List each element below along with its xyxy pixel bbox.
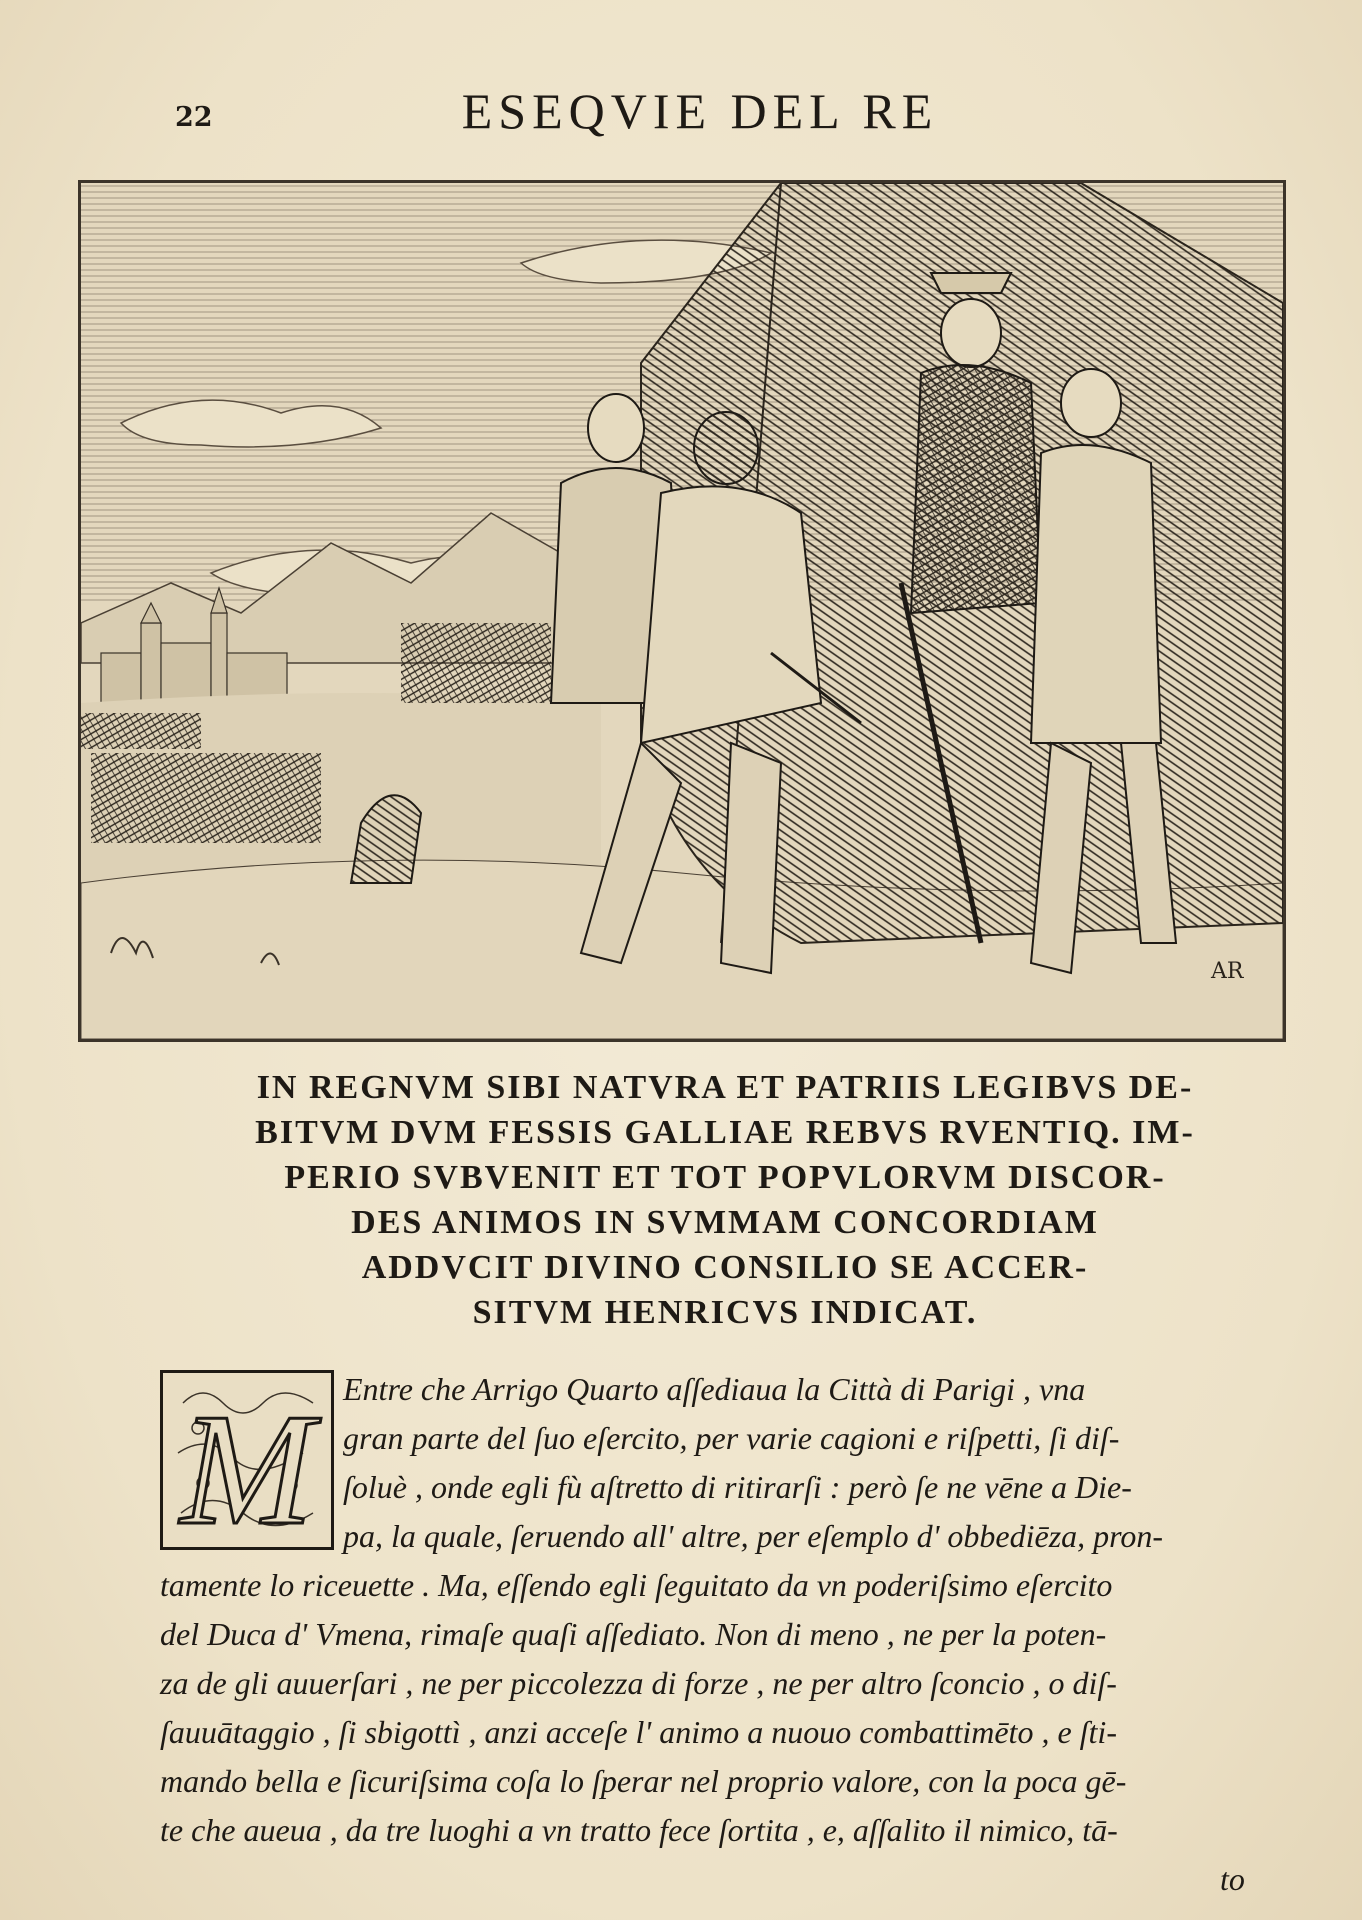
engraver-monogram: AR <box>1211 959 1244 984</box>
caption-line: ADDVCIT DIVINO CONSILIO SE ACCER- <box>361 1249 1089 1286</box>
text-line: tamente lo riceuette . Ma, eſſendo egli ſeguitato da vn poderiſsimo eſercito <box>160 1567 1113 1603</box>
text-line: del Duca d' Vmena, rimaſe quaſi aſſediato. Non di meno , ne per la poten- <box>160 1616 1107 1652</box>
decorated-initial <box>160 1370 334 1550</box>
caption-line: SITVM HENRICVS INDICAT. <box>472 1294 978 1331</box>
initial-letter: M <box>180 1380 314 1547</box>
page-number: 22 <box>175 102 213 133</box>
text-line: za de gli auuerſari , ne per piccolezza di forze , ne per altro ſconcio , o diſ- <box>160 1665 1117 1701</box>
caption-line: IN REGNVM SIBI NATVRA ET PATRIIS LEGIBVS DE- <box>256 1069 1194 1106</box>
engraving-scene <box>81 183 1283 1039</box>
text-line: mando bella e ſicuriſsima coſa lo ſperar nel proprio valore, con la poca gē- <box>160 1763 1127 1799</box>
catchword: to <box>1220 1861 1245 1897</box>
caption-line: BITVM DVM FESSIS GALLIAE REBVS RVENTIQ. IM- <box>255 1114 1195 1151</box>
text-line: ſauuātaggio , ſi sbigottì , anzi acceſe l' animo a nuouo combattimēto , e ſti- <box>160 1714 1117 1750</box>
engraving-illustration <box>78 180 1286 1042</box>
plate-caption <box>160 1065 1290 1335</box>
running-head: ESEQVIE DEL RE <box>461 83 939 139</box>
text-line: te che aueua , da tre luoghi a vn tratto fece ſortita , e, aſſalito il nimico, tā- <box>160 1812 1118 1848</box>
caption-line: DES ANIMOS IN SVMMAM CONCORDIAM <box>351 1204 1099 1241</box>
text-line: Entre che Arrigo Quarto aſſediaua la Città di Parigi , vna <box>343 1371 1086 1407</box>
text-line: gran parte del ſuo eſercito, per varie cagioni e riſpetti, ſi diſ- <box>343 1420 1120 1456</box>
page-header <box>170 82 1230 142</box>
caption-line: PERIO SVBVENIT ET TOT POPVLORVM DISCOR- <box>284 1159 1166 1196</box>
text-line: pa, la quale, ſeruendo all' altre, per eſemplo d' obbediēza, pron- <box>343 1518 1164 1554</box>
text-line: ſoluè , onde egli fù aſtretto di ritirarſi : però ſe ne vēne a Die- <box>343 1469 1132 1505</box>
